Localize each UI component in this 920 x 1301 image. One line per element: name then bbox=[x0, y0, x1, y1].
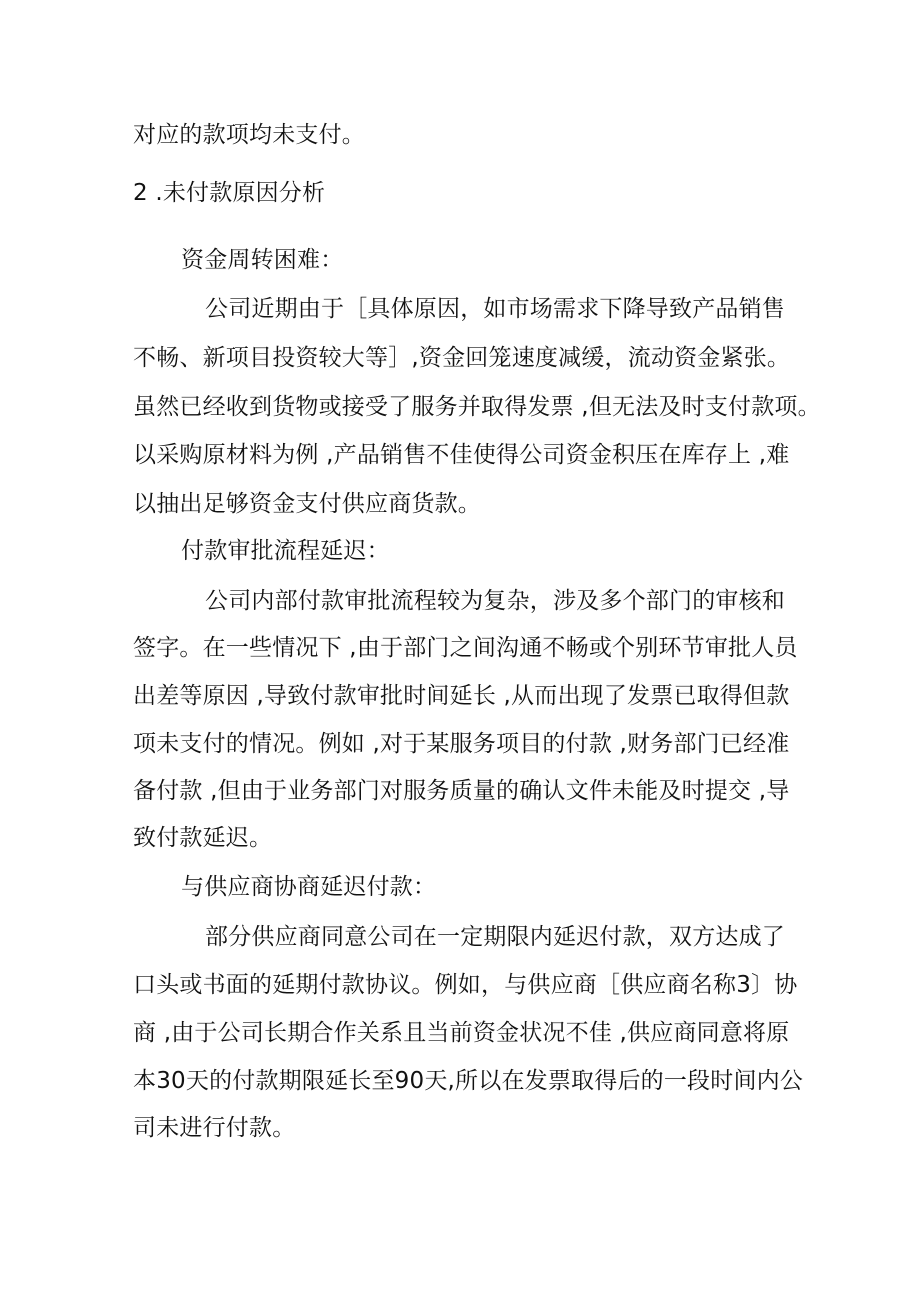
subsection-title-supplier: 与供应商协商延迟付款： bbox=[181, 874, 437, 900]
paragraph-line: 签字。在一些情况下 ,由于部门之间沟通不畅或个别环节审批人员 bbox=[133, 635, 798, 661]
paragraph-line: 口头或书面的延期付款协议。例如，与供应商［供应商名称3〕协 bbox=[133, 972, 798, 998]
intro-tail-text: 对应的款项均未支付。 bbox=[133, 122, 365, 148]
subsection-title-funding: 资金周转困难： bbox=[181, 247, 344, 273]
paragraph-line: 备付款 ,但由于业务部门对服务质量的确认文件未能及时提交 ,导 bbox=[133, 778, 790, 804]
paragraph-line: 司未进行付款。 bbox=[133, 1115, 296, 1141]
paragraph-line: 部分供应商同意公司在一定期限内延迟付款，双方达成了 bbox=[205, 924, 785, 950]
section-heading: 2 .未付款原因分析 bbox=[133, 180, 326, 206]
paragraph-line: 商 ,由于公司长期合作关系且当前资金状况不佳 ,供应商同意将原 bbox=[133, 1020, 790, 1046]
paragraph-line: 以抽出足够资金支付供应商货款。 bbox=[133, 491, 481, 517]
paragraph-line: 项未支付的情况。例如 ,对于某服务项目的付款 ,财务部门已经准 bbox=[133, 731, 790, 757]
paragraph-line: 不畅、新项目投资较大等］,资金回笼速度减缓，流动资金紧张。 bbox=[133, 345, 791, 371]
paragraph-line: 致付款延迟。 bbox=[133, 825, 273, 851]
paragraph-line: 以采购原材料为例 ,产品销售不佳使得公司资金积压在库存上 ,难 bbox=[133, 442, 790, 468]
paragraph-line: 虽然已经收到货物或接受了服务并取得发票 ,但无法及时支付款项。 bbox=[133, 394, 821, 420]
paragraph-line: 公司近期由于［具体原因，如市场需求下降导致产品销售 bbox=[205, 296, 785, 322]
subsection-title-approval: 付款审批流程延迟： bbox=[181, 538, 390, 564]
paragraph-line: 公司内部付款审批流程较为复杂，涉及多个部门的审核和 bbox=[205, 588, 785, 614]
paragraph-line: 本30天的付款期限延长至90天,所以在发票取得后的一段时间内公 bbox=[133, 1068, 804, 1094]
paragraph-line: 出差等原因 ,导致付款审批时间延长 ,从而出现了发票已取得但款 bbox=[133, 683, 790, 709]
